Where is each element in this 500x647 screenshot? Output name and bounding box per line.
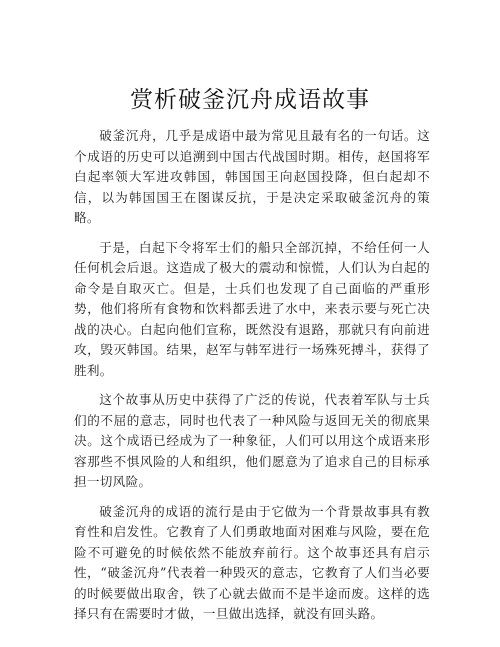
paragraph-2: 于是，白起下令将军士们的船只全部沉掉，不给任何一人任何机会后退。这造成了极大的震动和惊慌，人们认为白起的命令是自取灭亡。但是，士兵们也发现了自己面临的严重形势，他们将所有食物和饮料都丢进了水中，来表示要与死亡决战的决心。白起向他们宣称，既然没有退路，那就只有向前进攻，毁灭韩国。结果，赵军与韩军进行一场殊死搏斗，获得了胜利。 — [74, 239, 430, 378]
document-body — [74, 126, 430, 634]
paragraph-1: 破釜沉舟，几乎是成语中最为常见且最有名的一句话。这个成语的历史可以追溯到中国古代战国时期。相传，赵国将军白起率领大军进攻韩国，韩国国王向赵国投降，但白起却不信，以为韩国国王在图谋反抗，于是决定采取破釜沉舟的策略。 — [74, 128, 430, 225]
paragraph-3: 这个故事从历史中获得了广泛的传说，代表着军队与士兵们的不屈的意志，同时也代表了一种风险与返回无关的彻底果决。这个成语已经成为了一种象征，人们可以用这个成语来形容那些不惧风险的人和组织，他们愿意为了追求自己的目标承担一切风险。 — [74, 392, 430, 489]
document-title: 赏析破釜沉舟成语故事 — [130, 87, 370, 113]
paragraph-4: 破釜沉舟的成语的流行是由于它做为一个背景故事具有教育性和启发性。它教育了人们勇敢地面对困难与风险，要在危险不可避免的时候依然不能放弃前行。这个故事还具有启示性，“破釜沉舟”代表着一种毁灭的意志，它教育了人们当必要的时候要做出取舍，铁了心就去做而不是半途而废。这样的选择只有在需要时才做，一旦做出选择，就没有回头路。 — [74, 503, 430, 621]
